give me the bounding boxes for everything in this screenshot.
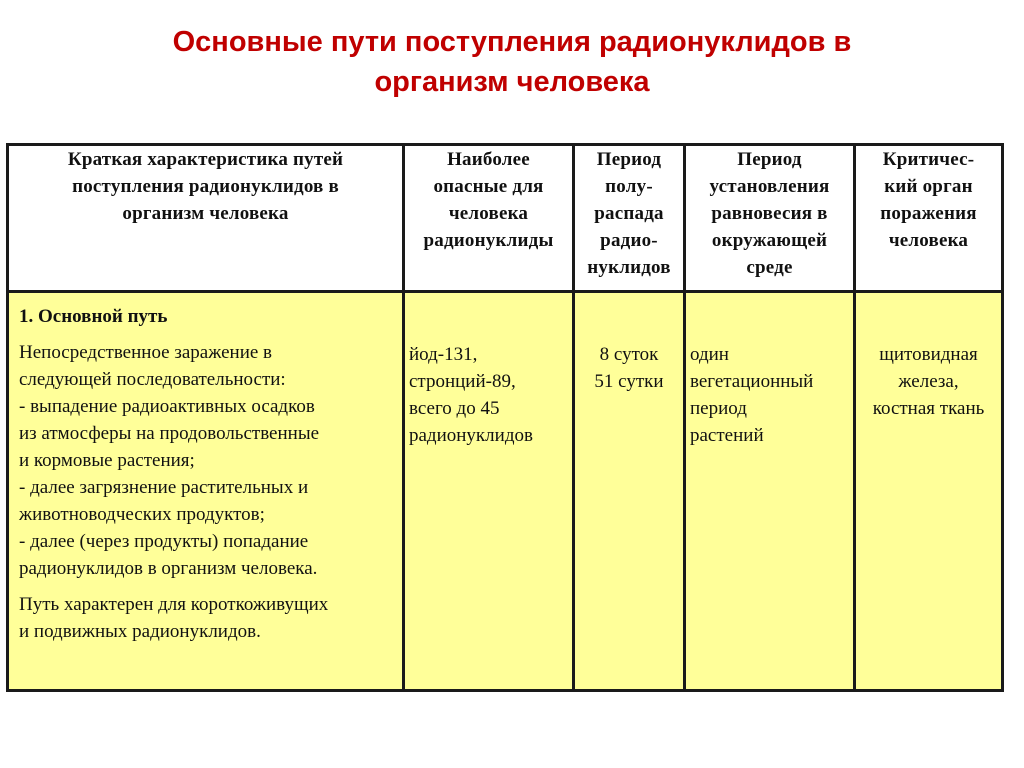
header-characteristic: Краткая характеристика путей поступления радионуклидов в организм человека [8, 145, 404, 292]
header-half-life: Период полу- распада радио- нуклидов [574, 145, 685, 292]
title-line-2: организм человека [374, 66, 650, 98]
cell-dangerous-radionuclides: йод-131, стронций-89, всего до 45 радионуклидов [404, 292, 574, 691]
pathway-paragraph-2: Путь характерен для короткоживущих и подвижных радионуклидов. [19, 594, 329, 642]
radionuclide-pathways-table [6, 143, 1004, 692]
pathway-subtitle: 1. Основной путь [19, 306, 168, 327]
cell-pathway-description [8, 292, 404, 691]
cell-equilibrium-period: один вегетационный период растений [685, 292, 855, 691]
header-equilibrium-period: Период установления равновесия в окружающей среде [685, 145, 855, 292]
title-line-1: Основные пути поступления радионуклидов в [172, 26, 852, 58]
header-dangerous-radionuclides: Наиболее опасные для человека радионуклиды [404, 145, 574, 292]
table-row [8, 292, 1003, 691]
cell-half-life: 8 суток 51 сутки [574, 292, 685, 691]
cell-critical-organ: щитовидная железа, костная ткань [855, 292, 1003, 691]
table-header-row [8, 145, 1003, 292]
slide-title [0, 22, 1024, 102]
pathway-paragraph-1: Непосредственное заражение в следующей последовательности: - выпадение радиоактивных осадков из атмосферы на продовольственные и кормовые растения; - далее загрязнение растительных и животноводческих продуктов; - далее (через продукты) попадание радионуклидов в организм человека. [19, 342, 320, 579]
header-critical-organ: Критичес- кий орган поражения человека [855, 145, 1003, 292]
